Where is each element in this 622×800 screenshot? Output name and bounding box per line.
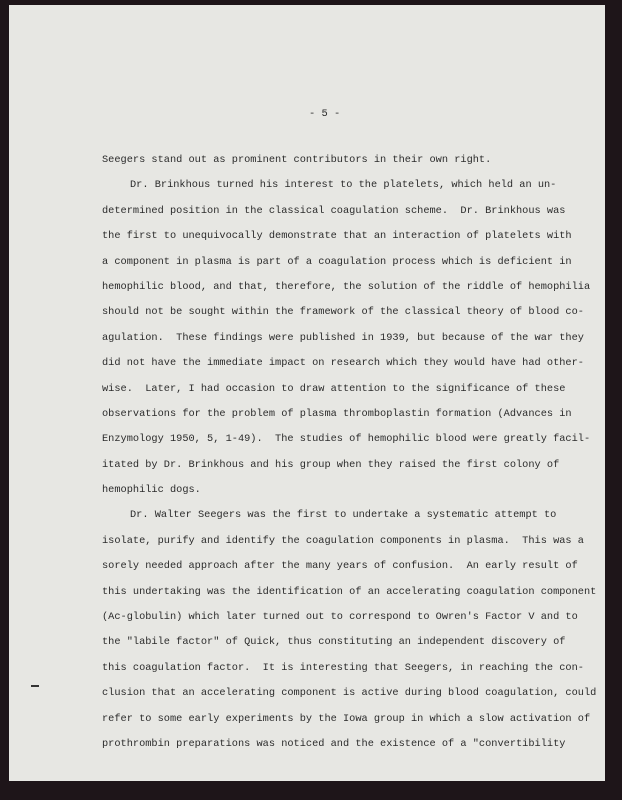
text-line: the first to unequivocally demonstrate that an interaction of platelets with (102, 230, 572, 243)
text-line: determined position in the classical coagulation scheme. Dr. Brinkhous was (102, 204, 566, 217)
text-line: (Ac-globulin) which later turned out to correspond to Owren's Factor V and to (102, 611, 578, 624)
text-line: isolate, purify and identify the coagulation components in plasma. This was a (102, 534, 584, 547)
text-line: wise. Later, I had occasion to draw attention to the significance of these (102, 382, 566, 395)
document-page (9, 5, 605, 781)
text-line: clusion that an accelerating component is active during blood coagulation, could (102, 687, 597, 700)
text-line: a component in plasma is part of a coagulation process which is deficient in (102, 255, 572, 268)
text-line: this coagulation factor. It is interesting that Seegers, in reaching the con- (102, 661, 584, 674)
text-line: hemophilic dogs. (102, 484, 201, 497)
text-line: agulation. These findings were published in 1939, but because of the war they (102, 331, 584, 344)
text-line: sorely needed approach after the many years of confusion. An early result of (102, 560, 578, 573)
text-line: the "labile factor" of Quick, thus constituting an independent discovery of (102, 636, 566, 649)
page-number: - 5 - (309, 108, 341, 120)
text-line: observations for the problem of plasma thromboplastin formation (Advances in (102, 407, 572, 420)
text-line: prothrombin preparations was noticed and the existence of a "convertibility (102, 737, 566, 750)
text-line: hemophilic blood, and that, therefore, the solution of the riddle of hemophilia (102, 280, 591, 293)
text-line: Enzymology 1950, 5, 1-49). The studies of hemophilic blood were greatly facil- (102, 433, 591, 446)
text-line: this undertaking was the identification of an accelerating coagulation component (102, 585, 597, 598)
text-line: itated by Dr. Brinkhous and his group when they raised the first colony of (102, 458, 560, 471)
text-line: refer to some early experiments by the Iowa group in which a slow activation of (102, 712, 591, 725)
text-line: Dr. Brinkhous turned his interest to the platelets, which held an un- (130, 179, 557, 192)
body-text (102, 153, 596, 762)
text-line: should not be sought within the framework of the classical theory of blood co- (102, 306, 584, 319)
text-line: Dr. Walter Seegers was the first to undertake a systematic attempt to (130, 509, 557, 522)
text-line: did not have the immediate impact on research which they would have had other- (102, 357, 584, 370)
text-line: Seegers stand out as prominent contributors in their own right. (102, 154, 492, 166)
margin-mark (31, 685, 39, 687)
